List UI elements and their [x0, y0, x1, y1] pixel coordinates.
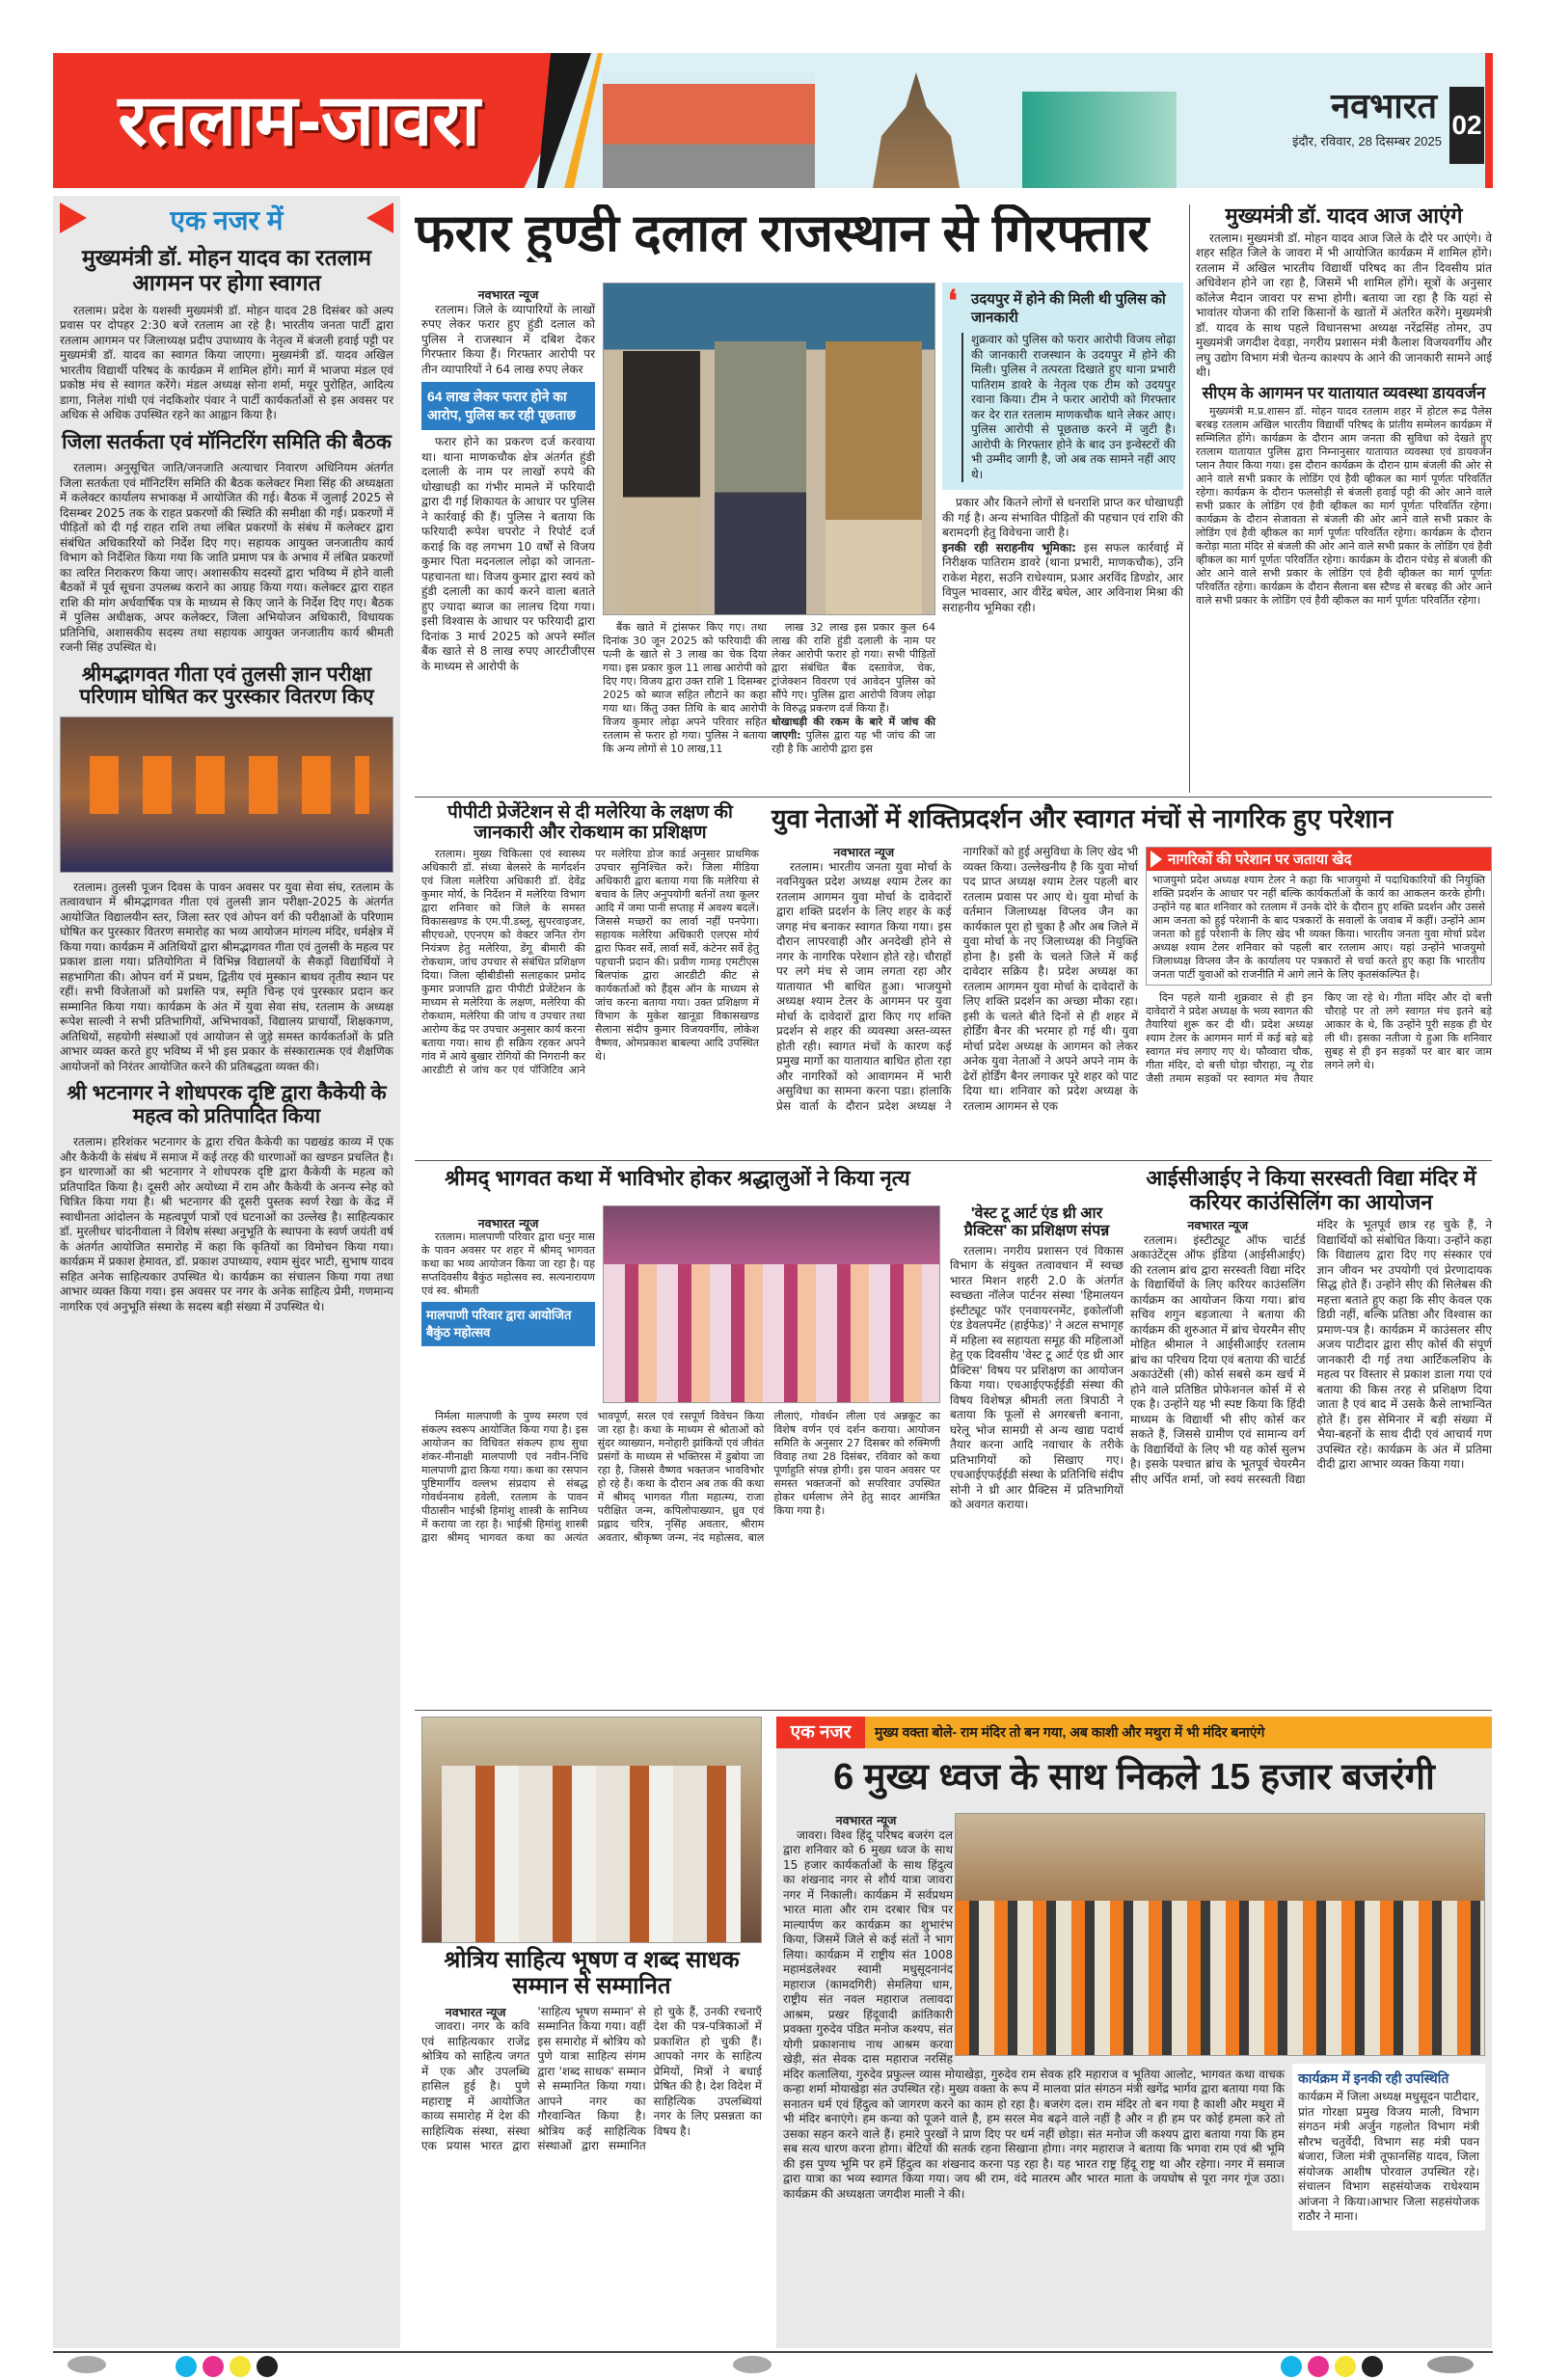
ek-nazar-band-label: एक नजर — [776, 1717, 865, 1748]
left-body-2 — [60, 461, 393, 656]
dateline: इंदौर, रविवार, 28 दिसम्बर 2025 — [1292, 134, 1442, 149]
arrow-right-icon — [60, 203, 87, 233]
article-text: रतलाम। तुलसी पूजन दिवस के पावन अवसर पर युवा सेवा संघ, रतलाम के तत्वावधान में श्रीमद्भागवत गीता एवं तुलसी ज्ञान परीक्षा-2025 के अंतर्गत आयोजित विद्यालयीन स्तर, जिला स्तर एवं ओपन वर्ग की परीक्षाओं के परिणाम घोषित कर पुरस्कार वितरण समारोह का भव्य आयोजन मांगल्य मंदिर, धर्मक्षेत्र में किया गया। कार्यक्रम में अतिथियों द्वारा श्रीमद्भागवत गीता एवं तुलसी के महत्व पर प्रकाश डाला गया। प्रतियोगिता में विभिन्न विद्यालयों के सैकड़ों विद्यार्थियों ने सहभागिता की। ओपन वर्ग में प्रथम, द्वितीय एवं मुस्कान बाथव तृतीय स्थान पर रहीं। सभी विजेताओं को प्रशस्ति पत्र, स्मृति चिन्ह एवं पुरस्कार प्रदान कर सम्मानित किया गया। कार्यक्रम के अंत में युवा सेवा संघ, रतलाम के अध्यक्ष रूपेश साल्वी ने सभी प्रतिभागियों, अभिभावकों, विद्यालय प्राचार्यों, शिक्षकगण, अतिथियों, सहयोगी संस्थाओं एवं आयोजन से जुड़े समस्त कार्यकर्ताओं के प्रति आभार व्यक्त करते हुए भविष्य में भी इस प्रकार के संस्कारात्मक एवं शैक्षणिक आयोजनों को निरंतर आयोजित करने की प्रतिबद्धता व्यक्त की। — [60, 879, 393, 1073]
quote-text: शुक्रवार को पुलिस को फरार आरोपी विजय लोढ़ा की जानकारी राजस्थान के उदयपुर में होने की मिली। पुलिस ने तत्परता दिखाते हुए थाना प्रभारी पातिराम डावरे के नेतृत्व एक टीम को उदयपुर रवाना किया। टीम ने फरार आरोपी को गिरफ्तार कर देर रात रतलाम माणकचौक थाने लेकर आए। पुलिस आरोपी से पूछताछ करने में जुटी है। आरोपी के गिरफ्तार होने के बाद उन इन्वेस्टरों की भी उम्मीद जागी है, जो अब तक सामने नहीं आए थे। — [961, 333, 1176, 482]
ppt-article — [421, 802, 759, 1077]
bhagwat-intro — [421, 1217, 595, 1298]
column-rule — [1189, 204, 1190, 793]
waste-article — [950, 1205, 1123, 1513]
lead-intro — [421, 287, 595, 377]
arrow-left-icon — [366, 203, 393, 233]
shrotriya-award-photo — [421, 1717, 762, 1943]
article-text: फरार होने का प्रकरण दर्ज करवाया था। थाना माणकचौक क्षेत्र अंतर्गत हुंडी दलाली के नाम पर लाखों रुपये की धोखाधड़ी का गंभीर मामले में फरियादी द्वारा दी गई शिकायत के आधार पर पुलिस ने कार्रवाई की हैं। पुलिस ने बताया कि फरियादी रूपेश चपरोट ने रिपोर्ट दर्ज कराई कि वह लगभग 10 वर्षों से विजय कुमार पिता मदनलाल लोढ़ा को जानता-पहचानता था। विजय कुमार द्वारा स्वयं को हुंडी दलाली का कार्य करने वाला बताते हुए ज्यादा ब्याज का लालच दिया गया। इसी विश्वास के आधार पर फरियादी द्वारा दिनांक 3 मार्च 2025 को अपने स्मॉल बैंक खाते से 8 लाख रुपए आरटीजीएस के माध्यम से आरोपी के — [421, 435, 595, 673]
left-headline-4: श्री भटनागर ने शोधपरक दृष्टि द्वारा कैकेयी के महत्व को प्रतिपादित किया — [67, 1082, 387, 1127]
registration-mark-oval — [733, 2356, 772, 2373]
article-text: रतलाम। इंस्टीट्यूट ऑफ चार्टर्ड अकाउंटेंट्स ऑफ इंडिया (आईसीआईए) की रतलाम ब्रांच द्वारा सरस्वती विद्या मंदिर के विद्यार्थियों के लिए करियर काउंसलिंग कार्यक्रम का आयोजन किया गया। ब्रांच सचिव शगुन बड़जात्या ने बताया की कार्यक्रम की शुरुआत में ब्रांच चेयरमैन सीए मोहित श्रीमाल ने आईसीआईए रतलाम ब्रांच का परिचय दिया एवं बताया की चार्टर्ड अकाउंटेंसी (सी) कोर्स सबसे कम खर्च में होने वाले प्रतिष्ठित प्रोफेशनल कोर्स में से एक है। उन्होंने यह भी स्पष्ट किया कि हिंदी माध्यम के विद्यार्थी भी सीए कोर्स कर सकते हैं, जिससे ग्रामीण एवं सामान्य वर्ग के विद्यार्थियों के लिए भी यह कोर्स सुलभ है। इसके पश्चात ब्रांच के भूतपूर्व चेयरमैन सीए अर्पित शर्मा, जो स्वयं सरस्वती विद्या मंदिर के भूतपूर्व छात्र रह चुके हैं, ने विद्यार्थियों को संबोधित किया। उन्होंने कहा कि विद्यालय द्वारा दिए गए संस्कार एवं ज्ञान जीवन भर उपयोगी एवं प्रेरणादायक सिद्ध होते हैं। उन्होंने सीए की सिलेबस की महत्ता बताते हुए कहा कि सीए केवल एक डिग्री नहीं, बल्कि प्रतिष्ठा और विश्वास का प्रमाण-पत्र है। कार्यक्रम में काउंसलर सीए अजय पाटीदार द्वारा सीए कोर्स की संपूर्ण जानकारी दी गई तथा आर्टिकलशिप के महत्व पर विस्तार से प्रकाश डाला गया एवं बताया की किस तरह से प्रशिक्षण दिया जाता है एवं बाद में उसके कैसे लाभान्वित होते हैं। इस सेमिनार में बड़ी संख्या में भैया-बहनों के साथ दीदी एवं आचार्य गण उपस्थित रहे। कार्यक्रम के अंत में प्रतिमा दीदी द्वारा आभार व्यक्त किया गया। — [1130, 1218, 1492, 1486]
byline: नवभारत न्यूज — [833, 845, 895, 859]
right-column — [1196, 204, 1492, 608]
registration-mark-oval — [1427, 2356, 1474, 2373]
lead-body-4 — [942, 496, 1183, 615]
railway-station-photo — [603, 72, 815, 188]
bhagwat-box: मालपाणी परिवार द्वारा आयोजित बैकुंठ महोत्सव — [421, 1302, 595, 1346]
right-body-2 — [1196, 405, 1492, 608]
article-text: जावरा। विश्व हिंदू परिषद बजरंग दल द्वारा शनिवार को 6 मुख्य ध्वज के साथ 15 हजार कार्यकर्ताओं के साथ हिंदुत्व का शंखनाद नगर से शौर्य यात्रा जावरा नगर में निकाली। कार्यक्रम में सर्वप्रथम भारत माता और राम दरबार चित्र पर माल्यार्पण कर कार्यक्रम का शुभारंभ किया, जिसमें जिले से कई संतों ने भाग लिया। कार्यक्रम में राष्ट्रीय संत 1008 महामंडलेश्वर स्वामी मधुसूदनानंद महाराज (कामदगिरी) सेमलिया धाम, राष्ट्रीय संत नवल महाराज तलावदा आश्रम, प्रखर हिंदूवादी क्रांतिकारी प्रवक्ता गुरुदेव पंडित मनोज कश्यप, संत योगी प्रकाशनाथ नाथ आश्रम करवा खेड़ी, संत सेवक दास महाराज नरसिंह मंदिर कलालिया, गुरुदेव प्रफुल्ल व्यास मोयाखेड़ा, गुरुदेव राम सेवक हरि महाराज व भूतिया आलोट, भागवत कथा वाचक कन्हा शर्मा मोयाखेड़ा संत उपस्थित रहे। मुख्य वक्ता के रूप में मालवा प्रांत संगठन मंत्री खगेंद्र भार्गव द्वारा बताया गया कि सनातन धर्म एवं हिंदुत्व को जागरण करने का काम हो रहा है। बजरंग दल। राम मंदिर तो बन गया है काशी और मथुरा में भी मंदिर बनाएंगे। हम कन्या को पूजने वाले है, हम सरल मेव बढ़ने वाले नहीं है और न ही हम पर कोई हमला करे तो उसका सहन करने वाले हैं। हमारे पुरखों ने प्राण दिए पर धर्म नहीं छोड़ा। संत मनोज जी कश्यप द्वारा बताया गया कि हम सब सत्य धारण करना होगा। बेटियों की सतर्क रहना सिखाना होगा। नगर महाराज ने बताया कि भगवा राम एवं श्री भूमि की इस पुण्य भूमि पर हमें हिंदुत्व का शंखनाद करना पड़ रहा है। यह भारत राष्ट्र हिंदू राष्ट्र था और रहेगा। नगर में समाज द्वारा यात्रा का भव्य स्वागत किया गया। जय श्री राम, वंदे मातरम और भारत माता के जयघोष से पूरा नगर गूंज उठा। कार्यक्रम की अध्यक्षता जगदीश माली ने की। — [783, 1827, 1285, 2201]
subhead: इनकी रही सराहनीय भूमिका: — [942, 540, 1076, 554]
article-text: दिन पहले यानी शुक्रवार से ही इन दावेदारों ने प्रदेश अध्यक्ष के भव्य स्वागत की तैयारियां शुरू कर दी थी। प्रदेश अध्यक्ष श्याम टेलर के आगमन मार्ग में कई बड़े बड़े स्वागत मंच लगाए गए थे। फौव्वारा चौक, गीता मंदिर, दो बत्ती घोड़ा चौराहा, न्यू रोड जैसी तमाम सड़कों पर स्वागत मंच तैयार किए जा रहे थे। गीता मंदिर और दो बत्ती चौराहे पर तो लगे स्वागत मंच इतने बड़े आकार के थे, कि उन्होंने पूरी सड़क ही घेर ली थी। इसका नतीजा ये हुआ कि शनिवार सुबह से ही इन सड़कों पर बार बार जाम लगने लगे थे। — [1146, 991, 1492, 1085]
yuva-body — [776, 845, 1138, 1114]
byline: नवभारत न्यूज — [835, 1813, 897, 1827]
lead-body-1 — [421, 435, 595, 674]
temple-photo — [829, 58, 1003, 188]
mosque-photo — [1022, 92, 1177, 188]
left-headline-1: मुख्यमंत्री डॉ. मोहन यादव का रतलाम आगमन पर होगा स्वागत — [82, 245, 371, 295]
left-column — [60, 200, 393, 1314]
article-text: रतलाम। प्रदेश के यशस्वी मुख्यमंत्री डॉ. मोहन यादव 28 दिसंबर को अल्प प्रवास पर दोपहर 2:30 बजे रतलाम आ रहे है। भारतीय जनता पार्टी द्वारा रतलाम आगमन पर जिलाध्यक्ष प्रदीप उपाध्याय के नेतृत्व में बंजली हवाई पट्टी पर मुख्यमंत्री डॉ. यादव का स्वागत किया जाएगा। मुख्यमंत्री डॉ. यादव अखिल भारतीय विद्यार्थी परिषद के कार्यक्रम में शामिल होंगे। मार्ग में भाजपा मंडल एवं प्रकोष्ठ मंच से स्वागत करेंगे। मंडल अध्यक्ष सोना शर्मा, मयूर पुरोहित, आदित्य डागा, निलेश गांधी एवं नंदकिशोर पंवार ने पार्टी कार्यकर्ताओं से इस अवसर पर अधिक से अधिक उपस्थित रहने का आह्वान किया है। — [60, 303, 393, 421]
footer-rule — [53, 2351, 1493, 2353]
bhagwat-dance-photo — [603, 1205, 940, 1403]
article-text: जावरा। नगर के कवि एवं साहित्यकार राजेंद्र श्रोत्रिय को साहित्य जगत में एक और उपलब्धि हासिल हुई है। पुणे महाराष्ट्र में आयोजित काव्य समारोह में देश की साहित्यिक संस्था, संस्था एक प्रयास भारत द्वारा 'साहित्य भूषण सम्मान' से सम्मानित किया गया। वहीं इस समारोह में श्रोत्रिय को पुणे यात्रा साहित्य संगम द्वारा 'शब्द साधक' सम्मान से सम्मानित किया गया। आपने नगर का गौरवान्वित किया है। श्रोत्रिय कई साहित्यिक संस्थाओं द्वारा सम्मानित हो चुके हैं, उनकी रचनाएँ देश की पत्र-पत्रिकाओं में प्रकाशित हो चुकी हैं। आपको नगर के साहित्य प्रेमियों, मित्रों ने बधाई प्रेषित की है। देश विदेश में साहित्यिक उपलब्धियां नगर के लिए प्रसन्नता का विषय है। — [421, 2004, 762, 2153]
photo-spacer — [953, 1813, 1285, 2062]
byline: नवभारत न्यूज — [477, 287, 539, 302]
yuva-box-title-bar — [1147, 848, 1491, 871]
article-text: निर्मला मालपाणी के पुण्य स्मरण एवं संकल्प स्वरूप आयोजित किया गया है। इस आयोजन का विधिवत संकल्प हाथ सुधा शंकर-मीनाक्षी मालपाणी एवं नवीन-निधि मालपाणी द्वारा किया गया। कथा का रसपान पुष्टिमार्गीय वल्लभ संप्रदाय से संबद्ध गोवर्धननाथ हवेली, रतलाम के पावन पीठासीन भाईश्री हिमांशु शास्त्री के सानिध्य में कराया जा रहा है। भाईश्री हिमांशु शास्त्री द्वारा श्रीमद् भागवत कथा का अत्यंत भावपूर्ण, सरल एवं रसपूर्ण विवेचन किया जा रहा है। कथा के माध्यम से श्रोताओं को सुंदर व्याख्यान, मनोहारी झांकियों एवं जीवंत प्रसंगों के माध्यम से भक्तिरस में डुबोया जा रहा है, जिससे वैष्णव भक्तजन भावविभोर हो रहे हैं। कथा के दौरान अब तक की कथा में श्रीमद् भागवत गीता महात्म्य, राजा परीक्षित जन्म, कपिलोपाख्यान, ध्रुव एवं प्रह्लाद चरित्र, नृसिंह अवतार, श्रीराम अवतार, श्रीकृष्ण जन्म, नंद महोत्सव, बाल लीलाएं, गोवर्धन लीला एवं अन्नकूट का विशेष वर्णन एवं दर्शन कराया। आयोजन समिति के अनुसार 27 दिसबर को रुक्मिणी विवाह तथा 28 दिसंबर, रविवार को कथा पूर्णाहुति संपन्न होगी। इस पावन अवसर पर समस्त भक्तजनों को सपरिवार उपस्थित होकर धर्मलाभ लेने हेतु सादर आमंत्रित किया गया है। — [421, 1410, 940, 1544]
left-headline-2: जिला सतर्कता एवं मॉनिटरिंग समिति की बैठक — [62, 430, 392, 453]
waste-body — [950, 1244, 1123, 1513]
article-text: रतलाम। हरिशंकर भटनागर के द्वारा रचित कैकेयी का पद्यखंड काव्य में एक और कैकेयी के संबंध में समाज में कई तरह की धारणाओं का खण्डन प्रचलित है। इन धारणाओं का श्री भटनागर ने शोधपरक दृष्टि द्वारा कैकेयी के महत्व को प्रतिपादित किया है। दूसरी ओर अयोध्या में राम और कैकेयी के अनन्य स्नेह को चित्रित किया गया है। श्री भटनागर की दूसरी पुस्तक स्वर्ण रेखा के केंद्र में स्वाधीनता आंदोलन के महत्वपूर्ण पात्रों एवं घटनाओं का उल्लेख है। साहित्यकार डॉ. मुरलीधर चांदनीवाला ने विशेष संस्था अनुभूति के स्थापना के स्वर्ण जयंती वर्ष के अंतर्गत आयोजित समारोह में कहा कि कृतियों का विमोचन किया गया। कार्यक्रम में प्रकाश हेमावत, डॉ. प्रकाश उपाध्याय, श्याम सुंदर भाटी, सुभाष यादव सहित अनेक साहित्यकार उपस्थित थे। कार्यक्रम का संचालन किया गया तथा आभार व्यक्त किया गया। इस अवसर पर नगर के अनेक साहित्य प्रेमी, गणमान्य नागरिक एवं अनुभूति संस्था के सदस्य बड़ी संख्या में उपस्थित थे। — [60, 1135, 393, 1313]
article-text: रतलाम। मुख्य चिकित्सा एवं स्वास्थ्य अधिकारी डॉ. संध्या बेलसरे के मार्गदर्शन एवं जिला मलेरिया अधिकारी डॉ. देवेंद्र कुमार मोर्य, के निर्देशन में मलेरिया विभाग द्वारा शनिवार को जिले के समस्त विकासखण्ड के एम.पी.डब्लू, सुपरवाइजर, सीएचओ, एएनएम को वेक्टर जनित रोग नियंत्रण हेतु मलेरिया, डेंगू बीमारी की रोकथाम, जांच उपचार से संबंधित प्रशिक्षण दिया। जिला व्हीबीडीसी सलाहकार प्रमोद कुमार प्रजापति द्वारा पीपीटी प्रेजेंटेशन के माध्यम से मलेरिया के लक्षण, मलेरिया की रोकथाम, मलेरिया की जांच व उपचार तथा आरोग्य केंद्र पर उपचार अनुसार कार्य करना बताया गया। साथ ही सक्रिय रहकर अपने गांव में आये बुखार रोगियों की निगरानी कर आरडीटी से जांच कर एवं पॉजिटिव आने पर मलेरिया डोज कार्ड अनुसार प्राथमिक उपचार सुनिश्चित करें। जिला मीडिया अधिकारी द्वारा बताया गया कि मलेरिया से बचाव के लिए अनुपयोगी बर्तनों तथा कूलर आदि में जमा पानी सप्ताह में अवश्य बदलें। जिससे मच्छरों का लार्वा नहीं पनपेगा। सहायक मलेरिया अधिकारी एलएस मोर्य द्वारा फिवर सर्वे, लार्वा सर्वे, कंटेनर सर्वे हेतु पहचानी प्रदान की। प्रवीण गामड़ एमटीएस बिलपांक द्वारा आरडीटी कीट से कार्यकर्ताओं को हैंड्स ऑन के माध्यम से जांच करना बताया गया। उक्त प्रशिक्षण में विभाग के मुकेश खानूडा विकासखण्ड सैलाना संदीप कुमार विजयवर्गीय, लोकेश वैष्णव, ओमप्रकाश बाबल्या आदि उपस्थित थे। — [421, 847, 759, 1076]
left-body-4 — [60, 1135, 393, 1314]
yuva-box — [1146, 847, 1492, 986]
byline: नवभारत न्यूज — [477, 1216, 539, 1231]
ek-nazar-strap: मुख्य वक्ता बोले- राम मंदिर तो बन गया, अब काशी और मथुरा में भी मंदिर बनाएंगे — [875, 1724, 1265, 1740]
article-text: रतलाम। भारतीय जनता युवा मोर्चा के नवनियुक्त प्रदेश अध्यक्ष श्याम टेलर का रतलाम आगमन युवा मोर्चा के दावेदारों द्वारा शक्ति प्रदर्शन के लिए शहर के कई जगह मंच बनाकर स्वागत किया गया। इस दौरान लापरवाही और अनदेखी होने से नगर के नागरिक परेशान होते रहे। चौराहों पर लगे मंच से जाम लगता रहा और यातायात भी बाधित हुआ। भाजयुमो अध्यक्ष श्याम टेलर के आगमन पर युवा मोर्चा के दावेदारों द्वारा किए गए शक्ति प्रदर्शन से शहर की व्यवस्था अस्त-व्यस्त होती रही। स्वागत मंचों के कारण कई प्रमुख मार्गो का यातायात बाधित होता रहा और नागरिकों को आवागमन में भारी असुविधा का सामना करना पडा। हांलाकि प्रेस वार्ता के दौरान प्रदेश अध्यक्ष ने नागरिकों को हुई असुविधा के लिए खेद भी व्यक्त किया। उल्लेखनीय है कि युवा मोर्चा पद प्राप्त अध्यक्ष श्याम टेलर पहली बार रतलाम प्रवास पर आए थे। युवा मोर्चा के वर्तमान जिलाध्यक्ष विप्लव जैन का कार्यकाल पूरा हो चुका है और अब जिले में युवा मोर्चा के नए जिलाध्यक्ष की नियुक्ति होना है। इसी के चलते जिले में कई दावेदार सक्रिय है। प्रदेश अध्यक्ष का रतलाम आगमन युवा मोर्चा के दावेदारों के लिए शक्ति प्रदर्शन का अच्छा मौका रहा। इसी के चलते बीते दिनों से ही शहर में होर्डिंग बैनर की भरमार हो गई थी। युवा मोर्चा प्रदेश अध्यक्ष के आगमन को लेकर अनेक युवा नेताओं ने अपने अपने नाम के ढेरों होर्डिंग बैनर लगाकर पूरे शहर को पाट दिया था। शनिवार को प्रदेश अध्यक्ष के रतलाम आगमन से एक — [776, 845, 1138, 1113]
magenta-dot — [203, 2356, 224, 2377]
black-dot — [257, 2356, 278, 2377]
lead-column-4 — [942, 283, 1183, 615]
icai-body — [1130, 1218, 1492, 1487]
article-text: लाख 32 लाख इस प्रकार कुल 64 लाख की राशि हुंडी दलाली के नाम पर लेकर आरोपी फरार हो गया। सभी पीड़ितों द्वारा संबंधित बैंक दस्तावेज, चेक, ट्रांजेक्शन विवरण एवं आवेदन पुलिस को सौंपे गए। पुलिस द्वारा आरोपी विजय लोढ़ा के विरुद्ध प्रकरण दर्ज किया हैं। — [772, 621, 935, 715]
highlight-box: 64 लाख लेकर फरार होने का आरोप, पुलिस कर रही पूछताछ — [421, 382, 595, 430]
black-dot — [1362, 2356, 1383, 2377]
masthead-edge — [1485, 53, 1493, 188]
row-rule — [415, 1710, 1492, 1711]
shrotriya-article — [421, 1948, 762, 2154]
lead-body-2 — [603, 621, 767, 756]
masthead — [53, 53, 1493, 188]
quote-box — [942, 283, 1183, 490]
registration-mark-oval — [68, 2356, 106, 2373]
right-body-1 — [1196, 231, 1492, 381]
article-text: पुलिस द्वारा यह भी जांच की जा रही है कि आरोपी द्वारा इस — [772, 729, 935, 755]
ek-nazar-band — [776, 1717, 1492, 1748]
newspaper-brand: नवभारत — [1331, 86, 1437, 125]
attendance-box — [1292, 2064, 1485, 2231]
yellow-dot — [230, 2356, 251, 2377]
lead-column-1 — [421, 287, 595, 674]
shrotriya-headline: श्रोत्रिय साहित्य भूषण व शब्द साधक सम्मान से सम्मानित — [444, 1947, 740, 1999]
article-text: रतलाम। अनुसूचित जाति/जनजाति अत्याचार निवारण अधिनियम अंतर्गत जिला सतर्कता एवं मॉनिटरिंग समिति की बैठक कलेक्टर मिशा सिंह की अध्यक्षता में कलेक्टर कार्यालय सभाकक्ष में आयोजित की गई। बैठक में जुलाई 2025 से दिसम्बर 2025 तक के राहत प्रकरणों की स्थिति की समीक्षा की गई। प्रकरणों में पीड़ितों को दी गई राहत राशि तथा लंबित प्रकरणों के संबंध में कलेक्टर द्वारा संबंधित अधिकारियों को निर्देश दिए गए। सहायक आयुक्त जनजातीय कार्य विभाग को निर्देशित किया गया कि जाति प्रमाण पत्र के अभाव में लंबित प्रकरणों का त्वरित निराकरण किया जाए। अशासकीय सदस्यों द्वारा भविष्य में होने वाली बैठकों में पूर्व सूचना उपलब्ध कराने का आग्रह किया गया। कलेक्टर द्वारा राहत राशि की मांग अर्धवार्षिक पत्र के माध्यम से किए जाने के निर्देश दिए गए। बैठक में पुलिस अधीक्षक, अपर कलेक्टर, जिला अभियोजन अधिकारी, विधायक प्रतिनिधि, अशासकीय सदस्य तथा सहायक आयुक्त जनजातीय कार्य श्रीमती रजनी सिंह उपस्थित थे। — [60, 461, 393, 655]
left-headline-3: श्रीमद्भागवत गीता एवं तुलसी ज्ञान परीक्षा परिणाम घोषित कर पुरस्कार वितरण किए — [79, 663, 374, 709]
icai-headline: आईसीआईए ने किया सरस्वती विद्या मंदिर में करियर काउंसिलिंग का आयोजन — [1146, 1166, 1476, 1214]
waste-headline: 'वेस्ट टू आर्ट एंड थ्री आर प्रैक्टिस' का प्रशिक्षण संपन्न — [963, 1205, 1110, 1239]
ek-nazar-label: एक नजर में — [170, 205, 284, 235]
yuva-body-2 — [1146, 991, 1492, 1086]
article-text: रतलाम। नगरीय प्रशासन एवं विकास विभाग के संयुक्त तत्वावधान में स्वच्छ भारत मिशन शहरी 2.0 के अंतर्गत स्वच्छता नॉलेज पार्टनर संस्था 'हिमालयन इंस्टीट्यूट फॉर एनवायरनमेंट, इकोलॉजी एंड डेवलपमेंट (हाईफेड)' ने अटल सभागृह में महिला स्व सहायता समूह की महिलाओं हेतु एक दिवसीय 'वेस्ट टू आर्ट एंड थ्री आर प्रैक्टिस' विषय पर प्रशिक्षण का आयोजन किया गया। एचआईएफईईडी संस्था की विषय विशेषज्ञ श्रीमती लता त्रिपाठी ने बताया कि फूलों से अगरबत्ती बनाना, घरेलू भोज सामग्री से अन्य खाद्य पदार्थ तैयार करना आदि नवाचार के तरीके प्रतिभागियों को सिखाए गए। एचआईएफईईडी संस्था के प्रतिनिधि संदीप सोनी ने थ्री आर प्रैक्टिस में प्रतिभागियों को अवगत कराया। — [950, 1243, 1123, 1512]
ppt-headline: पीपीटी प्रेजेंटेशन से दी मलेरिया के लक्षण की जानकारी और रोकथाम का प्रशिक्षण — [447, 802, 733, 844]
bajrang-body — [783, 1813, 1285, 2202]
bhagwat-body — [421, 1410, 940, 1545]
bajrang-headline: 6 मुख्य ध्वज के साथ निकले 15 हजार बजरंगी — [833, 1757, 1435, 1798]
arrest-photo — [603, 283, 935, 615]
gita-award-photo — [60, 717, 393, 873]
row-rule — [415, 797, 1492, 798]
lead-headline: फरार हुण्डी दलाल राजस्थान से गिरफ्तार — [415, 204, 1150, 262]
bhagwat-intro-column — [421, 1217, 595, 1346]
play-arrow-icon — [1150, 851, 1162, 868]
section-title: रतलाम-जावरा — [118, 80, 480, 160]
yuva-headline: युवा नेताओं में शक्तिप्रदर्शन और स्वागत मंचों से नागरिक हुए परेशान — [772, 804, 1394, 833]
icai-article — [1130, 1167, 1492, 1487]
article-text: इस सफल कार्रवाई में निरीक्षक पातिराम डावरे (थाना प्रभारी, माणकचौक), उनि राकेश मेहरा, सउनि राधेश्याम, प्रआर अरविंद डिण्डोर, आर विपुल भावसार, आर वीरेंद्र बघेल, आर अविनाश मिश्रा की सराहनीय भूमिका रही। — [942, 540, 1183, 614]
quote-title: उदयपुर में होने की मिली थी पुलिस को जानकारी — [971, 291, 1166, 326]
yuva-right — [1146, 847, 1492, 1086]
ek-nazar-tag — [60, 200, 393, 238]
ppt-body — [421, 848, 759, 1077]
lead-body-3 — [772, 621, 935, 756]
article-text: मुख्यमंत्री म.प्र.शासन डॉ. मोहन यादव रतलाम शहर में होटल रूद्र पैलेस बरबड़ रतलाम अखिल भारतीय विद्यार्थी परिषद के प्रांतीय सम्मेलन कार्यक्रम में सम्मिलित होंगे। कार्यक्रम के दौरान आम जनता की सुविधा को देखते हुए रतलाम यातायात पुलिस द्वारा निम्नानुसार यातायात व्यवस्था एवं डायवर्जन प्लान तैयार किया गया। इस दौरान कार्यक्रम के दौरान ग्राम बंजली की ओर से आने वाले सभी प्रकार के लोडिंग एवं हैवी व्हीकल का मार्ग पूर्णतः परिवर्तित रहेगा। कार्यक्रम के दौरान फलसोड़ी से बंजली हवाई पट्टी की ओर आने वाले सभी प्रकार के लोडिंग एवं हैवी व्हीकल का मार्ग पूर्णतः परिवर्तित रहेगा। कार्यक्रम के दौरान सेजावता से बंजली की ओर आने वाले सभी प्रकार के लोडिंग एवं हैवी व्हीकल का मार्ग पूर्णतः परिवर्तित रहेगा। कार्यक्रम के दौरान करोड़ा माता मंदिर से बंजली की ओर आने वाले सभी प्रकार के लोडिंग एवं हैवी व्हीकल का मार्ग पूर्णतः परिवर्तित रहेगा। कार्यक्रम के दौरान पंचेड़ से बंजली की ओर आने वाले सभी प्रकार के लोडिंग एवं हैवी व्हीकल का मार्ग पूर्णतः परिवर्तित रहेगा। कार्यक्रम के दौरान सैलाना बस स्टैण्ड से बरबड़ की ओर आने वाले सभी प्रकार के लोडिंग एवं हैवी व्हीकल का मार्ग पूर्णतः परिवर्तित रहेगा। — [1196, 404, 1492, 607]
article-text: रतलाम। मुख्यमंत्री डॉ. मोहन यादव आज जिले के दौरे पर आएंगे। वे शहर सहित जिले के जावरा में भी आयोजित कार्यक्रम में शामिल होंगे। रतलाम में अखिल भारतीय विद्यार्थी परिषद का तीन दिवसीय प्रांत अधिवेशन होने जा रहा है, जिसमें भी शामिल होंगे। सूत्रों के अनुसार कॉलेज मैदान जावरा पर सभा होगी। बताया जा रहा है कि यहां से भावांतर योजना की राशि किसानों के खातों में अंतरित करेंगे। मुख्यमंत्री डॉ. यादव के साथ पहले विधानसभा अध्यक्ष नरेंद्रसिंह तोमर, उप मुख्यमंत्री जगदीश देवड़ा, नगरीय प्रशासन मंत्री कैलाश विजयवर्गीय और लघु उद्योग विभाग मंत्री चेतन्य काश्यप के आने की जानकारी सामने आई थी। — [1196, 230, 1492, 380]
cyan-dot — [1281, 2356, 1302, 2377]
attendance-title: कार्यक्रम में इनकी रही उपस्थिति — [1298, 2070, 1449, 2086]
quote-icon: ❛ — [948, 285, 958, 317]
bhagwat-headline: श्रीमद् भागवत कथा में भाविभोर होकर श्रद्धालुओं ने किया नृत्य — [445, 1166, 910, 1190]
left-body-1 — [60, 304, 393, 423]
yuva-box-title: नागरिकों की परेशान पर जताया खेद — [1168, 852, 1352, 868]
yellow-dot — [1335, 2356, 1356, 2377]
row-rule — [415, 1160, 1492, 1161]
article-text: प्रकार और कितने लोगों से धनराशि प्राप्त कर धोखाधड़ी की गई है। अन्य संभावित पीड़ितों की पहचान एवं राशि की बरामदगी हेतु विवेचना जारी है। — [942, 496, 1183, 539]
article-text: रतलाम। मालपाणी परिवार द्वारा धनुर मास के पावन अवसर पर शहर में श्रीमद् भागवत कथा का भव्य आयोजन किया जा रहा है। यह सप्तदिवसीय बैकुंठ महोत्सव स्व. सत्यनारायण एवं स्व. श्रीमती — [421, 1231, 595, 1297]
article-text: रतलाम। जिले के व्यापारियों के लाखों रुपए लेकर फरार हुए हुंडी दलाल को पुलिस ने राजस्थान में दबिश देकर गिरफ्तार किया हैं। गिरफ्तार आरोपी पर तीन व्यापारियों ने 64 लाख रुपए लेकर — [421, 302, 595, 376]
magenta-dot — [1308, 2356, 1329, 2377]
subhead: धोखाधड़ी की रकम के बारे में जांच की जाएगी: — [772, 716, 935, 742]
byline: नवभारत न्यूज — [445, 2004, 506, 2019]
footer-marks — [0, 2356, 1543, 2378]
right-headline-2: सीएम के आगमन पर यातायात व्यवस्था डायवर्जन — [1202, 383, 1486, 402]
shrotriya-body — [421, 2005, 762, 2154]
left-body-3 — [60, 880, 393, 1075]
yuva-box-text: भाजयुमो प्रदेश अध्यक्ष श्याम टेलर ने कहा कि भाजयुमो में पदाधिकारियों की नियुक्ति शक्ति प्रदर्शन के आधार पर नहीं बल्कि कार्यकर्ताओं के कार्य का आकलन करके होगी। उन्होंने यह बात शनिवार को रतलाम में उनके दोरे के दौरान हुए शक्ति प्रदर्शन और उससे आम जनता को हुई परेशानी के बाद पत्रकारों के सवालों के जवाब में कहीं। उन्होंने आम जनता को हुई परेशानी के लिए खेद भी व्यक्त किया। भारतीय जनता युवा मोर्चा प्रदेश अध्यक्ष श्याम टेलर शनिवार को पहली बार रतलाम आए। यहां उन्होंने भाजयुमो जिलाध्यक्ष विप्लव जैन के कार्यालय पर पत्रकारों से चर्चा करते हुए कहा कि भारतीय जनता पार्टी युवाओं को राजनीति में आगे लाने के लिए कृतसंकल्पित है। — [1152, 874, 1485, 981]
byline: नवभारत न्यूज — [1187, 1218, 1249, 1233]
cyan-dot — [176, 2356, 197, 2377]
article-text: बैंक खाते में ट्रांसफर किए गए। तथा दिनांक 30 जून 2025 को फरियादी की पत्नी के खाते से 3 लाख का चेक दिया गया। इस प्रकार कुल 11 लाख आरोपी को दिए गए। विजय द्वारा उक्त राशि 1 दिसम्बर 2025 को ब्याज सहित लौटाने का कहा गया था। किंतु उक्त तिथि के बाद आरोपी विजय कुमार लोढ़ा अपने परिवार सहित रतलाम से फरार हो गया। पुलिस ने बताया कि अन्य लोगों से 10 लाख,11 — [603, 621, 767, 755]
page-number: 02 — [1449, 87, 1484, 164]
right-headline-1: मुख्यमंत्री डॉ. यादव आज आएंगे — [1225, 203, 1463, 228]
attendance-text: कार्यक्रम में जिला अध्यक्ष मधुसूदन पाटीदार, प्रांत गोरक्षा प्रमुख विजय माली, विभाग संगठन मंत्री अर्जुन गहलोत विभाग मंत्री सौरभ चतुर्वेदी, विभाग सह मंत्री पवन बंजारा, जिला मंत्री तूफानसिंह यादव, जिला संयोजक आशीष पोरवाल उपस्थित रहे। संचालन विभाग सहसंयोजक राधेश्याम आंजना ने किया।आभार जिला सहसंयोजक राठौर ने माना। — [1298, 2090, 1479, 2223]
